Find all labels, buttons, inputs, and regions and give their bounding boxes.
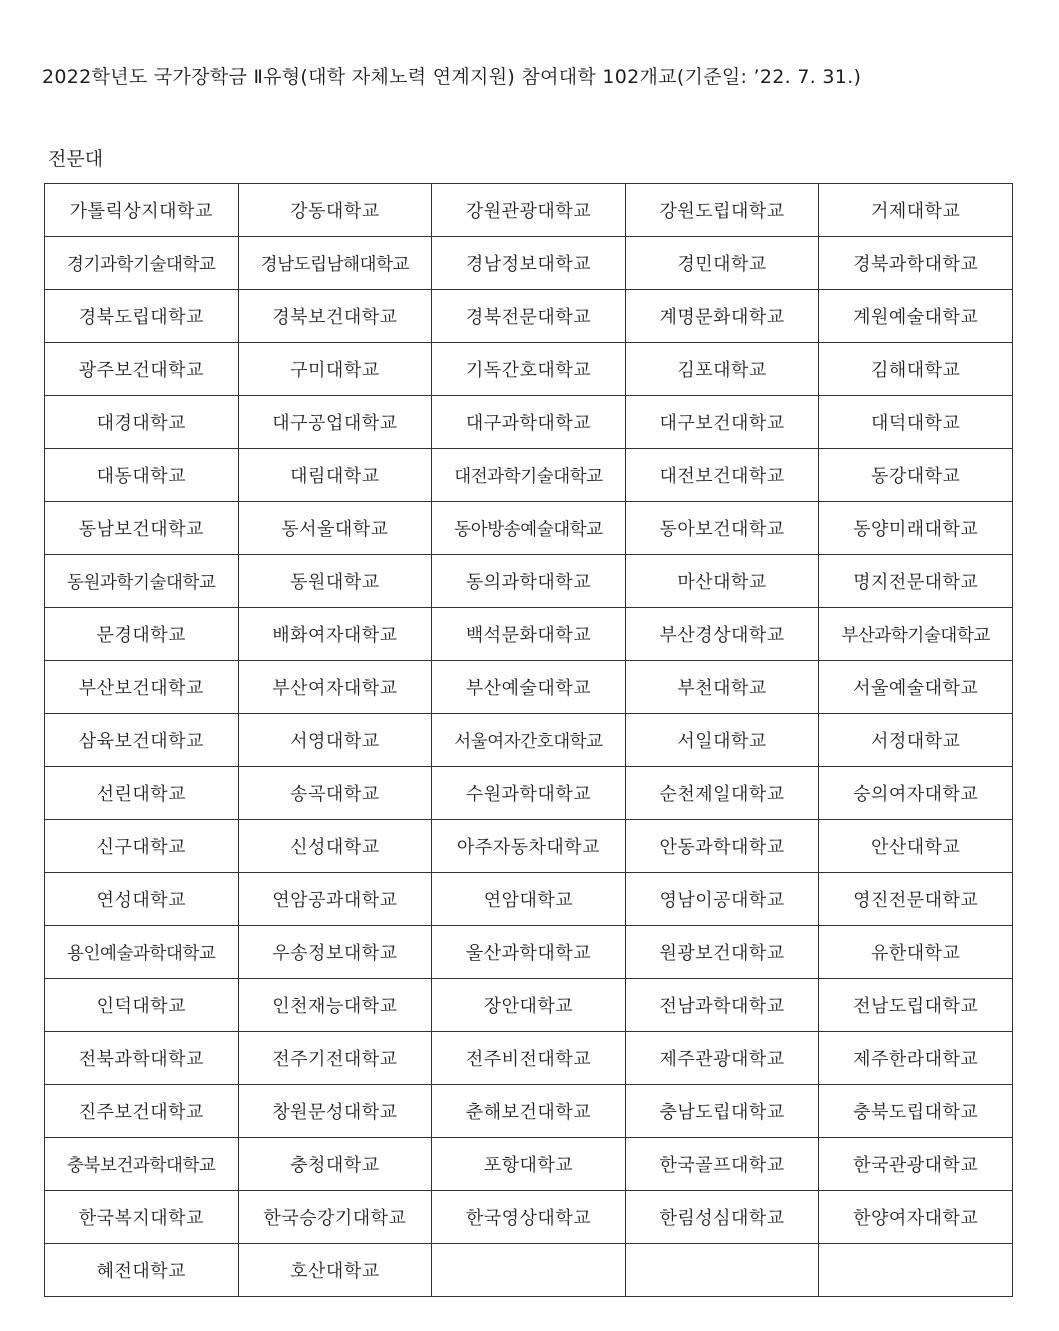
school-cell: 삼육보건대학교 <box>45 714 239 767</box>
school-cell: 송곡대학교 <box>238 767 432 820</box>
school-cell: 전북과학대학교 <box>45 1032 239 1085</box>
school-cell: 숭의여자대학교 <box>819 767 1013 820</box>
school-cell: 안산대학교 <box>819 820 1013 873</box>
school-cell: 대동대학교 <box>45 449 239 502</box>
table-row <box>45 1085 1013 1138</box>
table-row <box>45 449 1013 502</box>
school-cell: 경기과학기술대학교 <box>45 237 239 290</box>
school-cell: 전주비전대학교 <box>432 1032 626 1085</box>
school-cell: 계원예술대학교 <box>819 290 1013 343</box>
school-cell: 충북보건과학대학교 <box>45 1138 239 1191</box>
school-cell: 진주보건대학교 <box>45 1085 239 1138</box>
school-cell: 한국관광대학교 <box>819 1138 1013 1191</box>
table-row <box>45 714 1013 767</box>
school-cell: 대구보건대학교 <box>625 396 819 449</box>
school-cell: 김포대학교 <box>625 343 819 396</box>
school-cell: 김해대학교 <box>819 343 1013 396</box>
school-cell: 문경대학교 <box>45 608 239 661</box>
school-cell: 광주보건대학교 <box>45 343 239 396</box>
school-cell <box>625 1244 819 1297</box>
school-cell: 서울여자간호대학교 <box>432 714 626 767</box>
school-cell: 구미대학교 <box>238 343 432 396</box>
table-row <box>45 1138 1013 1191</box>
school-cell: 호산대학교 <box>238 1244 432 1297</box>
school-cell: 영진전문대학교 <box>819 873 1013 926</box>
school-cell: 서일대학교 <box>625 714 819 767</box>
school-cell: 경북보건대학교 <box>238 290 432 343</box>
school-cell: 대전과학기술대학교 <box>432 449 626 502</box>
school-cell: 연암공과대학교 <box>238 873 432 926</box>
school-cell: 부산과학기술대학교 <box>819 608 1013 661</box>
table-row <box>45 290 1013 343</box>
school-cell: 대덕대학교 <box>819 396 1013 449</box>
table-row <box>45 555 1013 608</box>
school-cell: 연암대학교 <box>432 873 626 926</box>
school-cell: 수원과학대학교 <box>432 767 626 820</box>
table-row <box>45 396 1013 449</box>
school-cell: 경남정보대학교 <box>432 237 626 290</box>
school-cell: 가톨릭상지대학교 <box>45 184 239 237</box>
school-cell: 대림대학교 <box>238 449 432 502</box>
school-cell: 배화여자대학교 <box>238 608 432 661</box>
table-row <box>45 979 1013 1032</box>
school-cell: 충청대학교 <box>238 1138 432 1191</box>
school-cell: 서영대학교 <box>238 714 432 767</box>
school-cell: 동아방송예술대학교 <box>432 502 626 555</box>
table-row <box>45 343 1013 396</box>
table-row <box>45 926 1013 979</box>
table-row <box>45 1032 1013 1085</box>
school-cell: 대전보건대학교 <box>625 449 819 502</box>
table-row <box>45 1244 1013 1297</box>
school-cell: 대구과학대학교 <box>432 396 626 449</box>
school-cell: 명지전문대학교 <box>819 555 1013 608</box>
school-cell: 동원대학교 <box>238 555 432 608</box>
school-cell: 경민대학교 <box>625 237 819 290</box>
school-cell: 서울예술대학교 <box>819 661 1013 714</box>
table-row <box>45 820 1013 873</box>
school-cell: 포항대학교 <box>432 1138 626 1191</box>
school-cell: 한국복지대학교 <box>45 1191 239 1244</box>
school-cell: 대구공업대학교 <box>238 396 432 449</box>
school-cell: 한양여자대학교 <box>819 1191 1013 1244</box>
school-cell: 동원과학기술대학교 <box>45 555 239 608</box>
school-cell: 동서울대학교 <box>238 502 432 555</box>
school-cell: 부산예술대학교 <box>432 661 626 714</box>
school-cell: 동강대학교 <box>819 449 1013 502</box>
table-row <box>45 767 1013 820</box>
school-cell: 울산과학대학교 <box>432 926 626 979</box>
school-cell: 부산경상대학교 <box>625 608 819 661</box>
school-cell <box>819 1244 1013 1297</box>
school-cell: 인천재능대학교 <box>238 979 432 1032</box>
page-title: 2022학년도 국가장학금 Ⅱ유형(대학 자체노력 연계지원) 참여대학 102개교(기준일: ’22. 7. 31.) <box>42 66 862 88</box>
school-cell: 전남과학대학교 <box>625 979 819 1032</box>
school-cell: 전남도립대학교 <box>819 979 1013 1032</box>
school-cell: 안동과학대학교 <box>625 820 819 873</box>
school-cell: 충북도립대학교 <box>819 1085 1013 1138</box>
school-cell: 강원도립대학교 <box>625 184 819 237</box>
school-cell: 대경대학교 <box>45 396 239 449</box>
school-cell: 우송정보대학교 <box>238 926 432 979</box>
school-cell: 한국골프대학교 <box>625 1138 819 1191</box>
school-cell: 혜전대학교 <box>45 1244 239 1297</box>
school-cell: 강동대학교 <box>238 184 432 237</box>
table-row <box>45 237 1013 290</box>
school-cell: 인덕대학교 <box>45 979 239 1032</box>
school-cell: 장안대학교 <box>432 979 626 1032</box>
school-cell: 창원문성대학교 <box>238 1085 432 1138</box>
school-cell: 동양미래대학교 <box>819 502 1013 555</box>
school-cell: 동남보건대학교 <box>45 502 239 555</box>
school-cell: 연성대학교 <box>45 873 239 926</box>
school-cell: 동아보건대학교 <box>625 502 819 555</box>
school-cell: 거제대학교 <box>819 184 1013 237</box>
school-cell: 신구대학교 <box>45 820 239 873</box>
school-cell: 부천대학교 <box>625 661 819 714</box>
school-cell: 제주한라대학교 <box>819 1032 1013 1085</box>
table-row <box>45 184 1013 237</box>
school-cell: 경북과학대학교 <box>819 237 1013 290</box>
table-row <box>45 608 1013 661</box>
table-body <box>45 184 1013 1297</box>
school-cell: 마산대학교 <box>625 555 819 608</box>
table-row <box>45 502 1013 555</box>
school-cell: 순천제일대학교 <box>625 767 819 820</box>
section-label-junior-college: 전문대 <box>48 148 104 170</box>
school-cell: 계명문화대학교 <box>625 290 819 343</box>
school-cell: 용인예술과학대학교 <box>45 926 239 979</box>
school-cell: 전주기전대학교 <box>238 1032 432 1085</box>
school-cell: 부산보건대학교 <box>45 661 239 714</box>
school-cell: 선린대학교 <box>45 767 239 820</box>
school-cell: 한림성심대학교 <box>625 1191 819 1244</box>
school-cell: 부산여자대학교 <box>238 661 432 714</box>
school-cell: 경남도립남해대학교 <box>238 237 432 290</box>
participating-schools-table <box>44 183 1013 1297</box>
school-cell: 한국승강기대학교 <box>238 1191 432 1244</box>
table-row <box>45 1191 1013 1244</box>
school-cell: 충남도립대학교 <box>625 1085 819 1138</box>
school-cell: 한국영상대학교 <box>432 1191 626 1244</box>
school-cell: 경북전문대학교 <box>432 290 626 343</box>
school-cell: 춘해보건대학교 <box>432 1085 626 1138</box>
school-cell: 제주관광대학교 <box>625 1032 819 1085</box>
school-cell: 백석문화대학교 <box>432 608 626 661</box>
school-cell: 기독간호대학교 <box>432 343 626 396</box>
school-cell: 원광보건대학교 <box>625 926 819 979</box>
school-cell: 경북도립대학교 <box>45 290 239 343</box>
school-cell <box>432 1244 626 1297</box>
school-cell: 유한대학교 <box>819 926 1013 979</box>
school-cell: 동의과학대학교 <box>432 555 626 608</box>
school-cell: 신성대학교 <box>238 820 432 873</box>
school-cell: 영남이공대학교 <box>625 873 819 926</box>
school-cell: 서정대학교 <box>819 714 1013 767</box>
table-row <box>45 873 1013 926</box>
school-cell: 강원관광대학교 <box>432 184 626 237</box>
school-cell: 아주자동차대학교 <box>432 820 626 873</box>
table-row <box>45 661 1013 714</box>
